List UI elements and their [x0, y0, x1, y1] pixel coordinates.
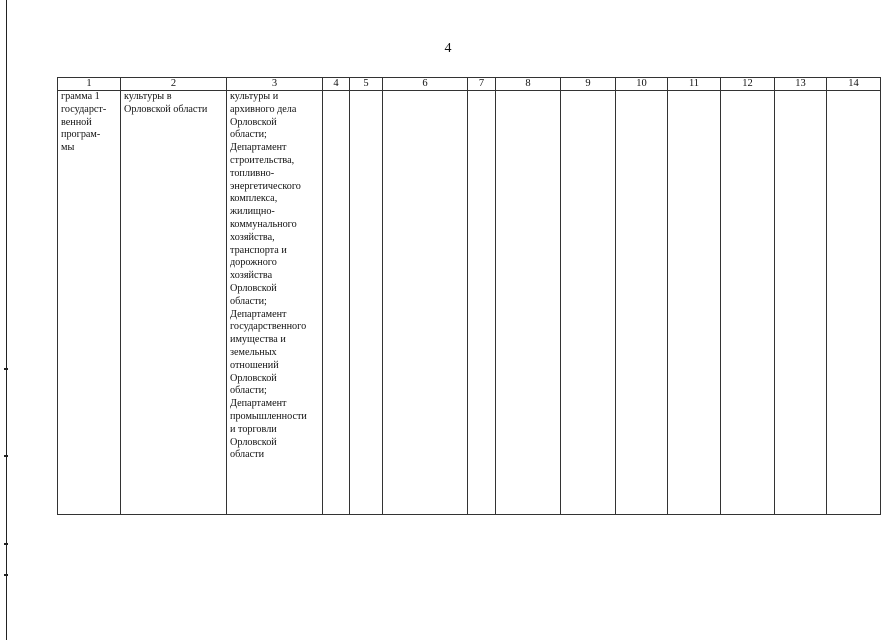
page-number: 4 [444, 41, 452, 56]
left-margin-mark [4, 368, 8, 370]
column-header: 13 [775, 78, 827, 91]
program-table [57, 77, 881, 515]
column-header: 2 [121, 78, 227, 91]
table-cell [827, 91, 881, 515]
table-cell [721, 91, 775, 515]
column-header: 3 [227, 78, 323, 91]
table-cell [561, 91, 616, 515]
left-margin-mark [4, 574, 8, 576]
table-cell [468, 91, 496, 515]
column-header: 7 [468, 78, 496, 91]
table-cell [350, 91, 383, 515]
table-cell [775, 91, 827, 515]
left-margin-mark [4, 455, 8, 457]
table-cell [616, 91, 668, 515]
column-header: 14 [827, 78, 881, 91]
table-cell [383, 91, 468, 515]
column-header: 1 [58, 78, 121, 91]
column-header: 10 [616, 78, 668, 91]
table-cell [668, 91, 721, 515]
table-cell [496, 91, 561, 515]
co-executors-cell: культуры и архивного дела Орловской области; Департамент строительства, топливно- энергетического комплекса, жилищно- коммунального хозяйства, транспорта и дорожного хозяйства Орловской области; Департамент государственного имущества и земельных отношений Орловской области; Департамент промышленности и торговли Орловской области [227, 91, 323, 515]
responsible-executor-cell: культуры в Орловской области [121, 91, 227, 515]
program-name-cell: грамма 1 государст- венной програм- мы [58, 91, 121, 515]
column-header: 6 [383, 78, 468, 91]
table-row [58, 91, 881, 515]
column-header: 5 [350, 78, 383, 91]
column-header: 12 [721, 78, 775, 91]
column-header: 8 [496, 78, 561, 91]
column-header: 4 [323, 78, 350, 91]
left-margin-mark [4, 543, 8, 545]
table-cell [323, 91, 350, 515]
column-header: 9 [561, 78, 616, 91]
table-header-row [58, 78, 881, 91]
column-header: 11 [668, 78, 721, 91]
